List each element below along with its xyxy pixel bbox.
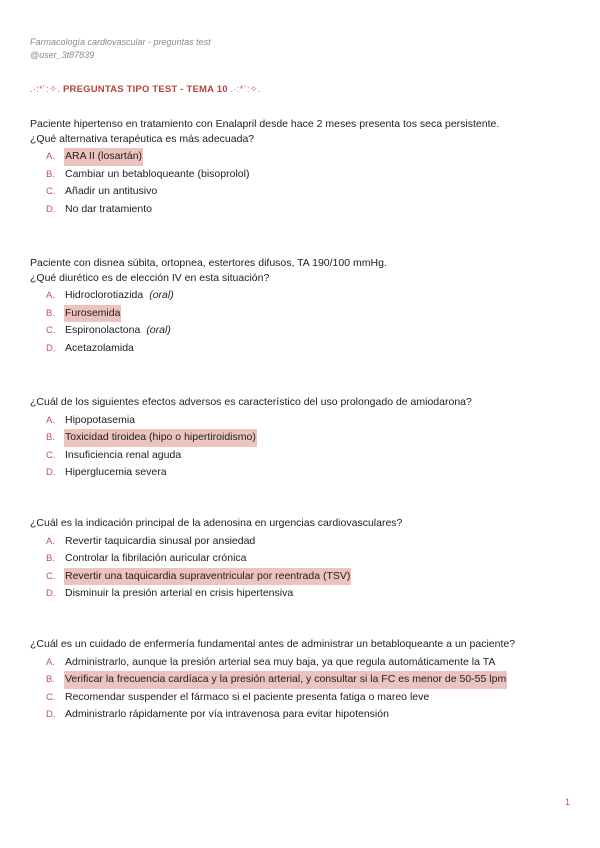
option-d[interactable]	[46, 201, 575, 219]
question-5	[30, 637, 575, 724]
answer-options	[30, 654, 575, 724]
question-3	[30, 395, 575, 482]
option-text: Verificar la frecuencia cardíaca y la presión arterial, y consultar si la FC es menor de 50-55 lpm	[64, 671, 507, 689]
document-header	[30, 36, 211, 62]
section-title-text: PREGUNTAS TIPO TEST - TEMA 10	[63, 84, 228, 95]
option-letter: D.	[46, 203, 56, 215]
question-1	[30, 117, 575, 218]
option-text: Hiperglucemia severa	[65, 466, 167, 478]
question-stem	[30, 117, 575, 146]
option-text: Administrarlo, aunque la presión arterial sea muy baja, ya que regula automáticamente la TA	[65, 655, 496, 668]
option-c[interactable]	[46, 568, 575, 586]
option-text: Disminuir la presión arterial en crisis hipertensiva	[65, 587, 294, 599]
question-stem: ¿Cuál de los siguientes efectos adversos es característico del uso prolongado de amiodarona?	[30, 396, 472, 408]
option-text: No dar tratamiento	[65, 202, 152, 215]
question-4	[30, 516, 575, 603]
option-text: Administrarlo rápidamente por vía intravenosa para evitar hipotensión	[65, 708, 389, 720]
option-letter: B.	[46, 168, 55, 180]
option-letter: A.	[46, 535, 55, 547]
answer-options	[30, 148, 575, 218]
option-text: Hidroclorotiazida	[65, 289, 144, 301]
option-note: (oral)	[149, 289, 174, 301]
option-letter: C.	[46, 570, 56, 582]
option-letter: A.	[46, 414, 55, 426]
title-decoration-left: .·:*¨:✧.	[30, 84, 61, 95]
option-note: (oral)	[146, 324, 171, 336]
question-stem-line: Paciente hipertenso en tratamiento con Enalapril desde hace 2 meses presenta tos seca persistente.	[30, 118, 500, 130]
option-text: Cambiar un betabloqueante (bisoprolol)	[65, 167, 250, 180]
option-d[interactable]	[46, 585, 575, 603]
option-c[interactable]	[46, 689, 575, 707]
option-d[interactable]	[46, 706, 575, 724]
answer-options	[30, 533, 575, 603]
option-a[interactable]	[46, 654, 575, 672]
option-b[interactable]	[46, 671, 575, 689]
option-letter: D.	[46, 342, 56, 354]
answer-options	[30, 412, 575, 482]
option-text: Añadir un antitusivo	[65, 185, 158, 197]
option-d[interactable]	[46, 340, 575, 358]
option-text: ARA II (losartán)	[64, 148, 143, 166]
option-letter: D.	[46, 467, 56, 478]
option-text: Toxicidad tiroidea (hipo o hipertiroidismo)	[64, 429, 257, 447]
option-text: Furosemida	[64, 305, 121, 323]
section-title	[30, 84, 261, 95]
option-letter: A.	[46, 656, 55, 668]
option-letter: B.	[46, 432, 55, 443]
option-text: Acetazolamida	[65, 341, 134, 354]
document-title: Farmacología cardiovascular - preguntas test	[30, 37, 211, 47]
option-b[interactable]	[46, 305, 575, 323]
question-2	[30, 256, 575, 357]
answer-options	[30, 287, 575, 357]
option-d[interactable]	[46, 464, 575, 482]
option-text: Insuficiencia renal aguda	[65, 448, 182, 461]
question-stem-line: ¿Qué alternativa terapéutica es más adecuada?	[30, 132, 255, 145]
option-text: Controlar la fibrilación auricular crónica	[65, 552, 247, 564]
author-handle: @user_3t87839	[30, 50, 95, 60]
option-text: Revertir taquicardia sinusal por ansiedad	[65, 534, 256, 547]
option-b[interactable]	[46, 550, 575, 568]
title-decoration-right: .·:*¨:✧.	[230, 84, 261, 95]
option-letter: B.	[46, 307, 55, 319]
option-a[interactable]	[46, 412, 575, 430]
page-number: 1	[564, 797, 570, 807]
option-letter: C.	[46, 449, 56, 461]
option-letter: C.	[46, 325, 56, 336]
option-text: Recomendar suspender el fármaco si el paciente presenta fatiga o mareo leve	[65, 690, 430, 703]
question-stem: ¿Cuál es la indicación principal de la adenosina en urgencias cardiovasculares?	[30, 517, 403, 529]
option-letter: A.	[46, 290, 55, 301]
question-stem-line: ¿Qué diurético es de elección IV en esta situación?	[30, 271, 270, 284]
option-c[interactable]	[46, 322, 575, 340]
option-text: Hipopotasemia	[65, 413, 136, 426]
option-letter: B.	[46, 553, 55, 564]
option-text: Revertir una taquicardia supraventricular por reentrada (TSV)	[64, 568, 351, 586]
question-stem-line: Paciente con disnea súbita, ortopnea, estertores difusos, TA 190/100 mmHg.	[30, 257, 387, 269]
option-c[interactable]	[46, 183, 575, 201]
option-letter: C.	[46, 691, 56, 703]
option-a[interactable]	[46, 148, 575, 166]
option-a[interactable]	[46, 287, 575, 305]
option-letter: B.	[46, 674, 55, 685]
option-b[interactable]	[46, 166, 575, 184]
option-letter: D.	[46, 709, 56, 720]
option-letter: A.	[46, 151, 55, 162]
option-letter: D.	[46, 588, 56, 599]
option-letter: C.	[46, 186, 56, 197]
option-a[interactable]	[46, 533, 575, 551]
question-stem: ¿Cuál es un cuidado de enfermería fundamental antes de administrar un betabloqueante a un paciente?	[30, 638, 516, 650]
question-stem	[30, 256, 575, 285]
option-text: Espironolactona	[65, 324, 141, 336]
option-b[interactable]	[46, 429, 575, 447]
option-c[interactable]	[46, 447, 575, 465]
